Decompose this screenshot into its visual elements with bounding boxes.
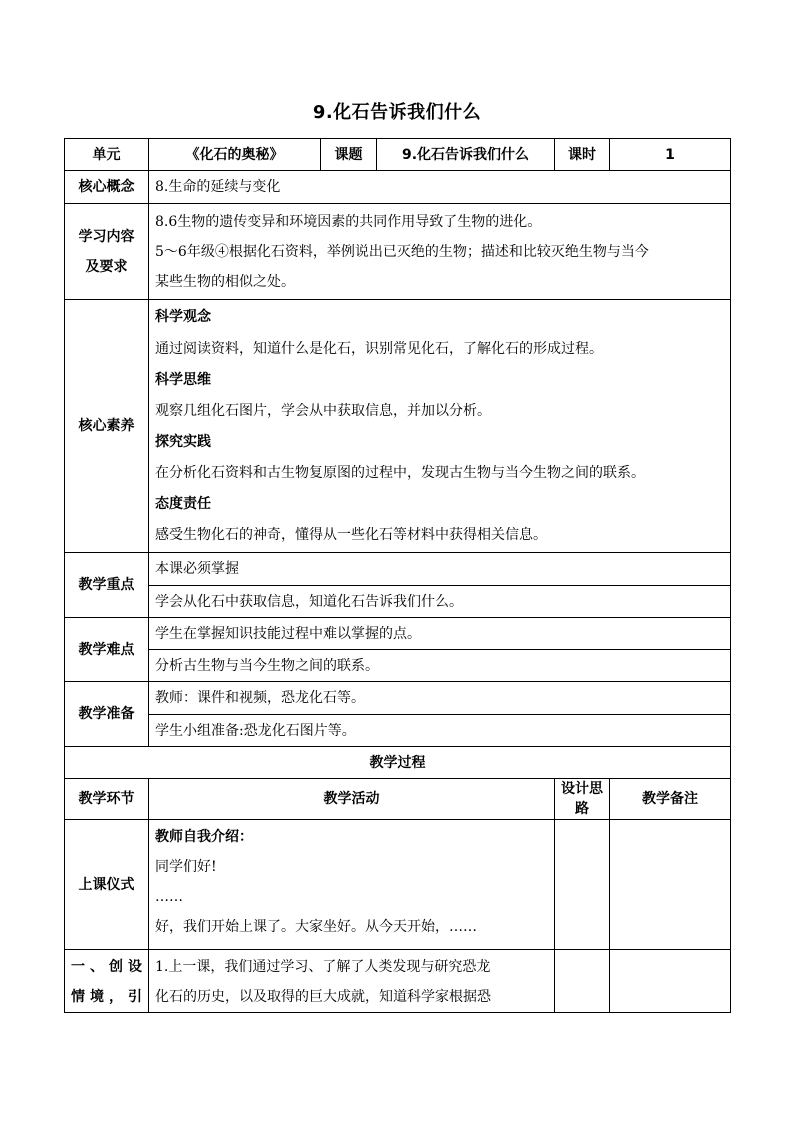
literacy-item: [155, 428, 724, 490]
process-row: [65, 820, 731, 950]
period-value: 1: [610, 139, 731, 171]
process-title: 教学过程: [65, 747, 731, 779]
literacy-row: [65, 300, 731, 553]
process-row: [65, 950, 731, 1013]
literacy-item: [155, 366, 724, 428]
col-design: 设计思路: [555, 779, 610, 820]
difficult-points-row-1: [65, 618, 731, 650]
learning-label-line1: 学习内容: [78, 228, 135, 245]
activity-line: 同学们好!: [155, 859, 217, 875]
process-activity: [149, 950, 555, 1013]
learning-line2: 5～6年级④根据化石资料，举例说出已灭绝的生物；描述和比较灭绝生物与当今: [155, 244, 649, 260]
learning-line3: 某些生物的相似之处。: [155, 274, 295, 290]
page-title: 9.化石告诉我们什么: [312, 102, 482, 123]
preparation-row-2: [65, 715, 731, 747]
literacy-heading: 态度责任: [155, 496, 211, 512]
unit-value: 《化石的奥秘》: [149, 139, 321, 171]
preparation-line1: 教师：课件和视频，恐龙化石等。: [149, 682, 731, 715]
preparation-row-1: [65, 682, 731, 715]
learning-label-line2: 及要求: [85, 258, 128, 275]
activity-line: 1.上一课，我们通过学习、了解了人类发现与研究恐龙: [155, 959, 491, 975]
literacy-text: 感受生物化石的神奇，懂得从一些化石等材料中获得相关信息。: [155, 527, 547, 543]
activity-heading: 教师自我介绍：: [155, 829, 253, 845]
core-concept-row: [65, 171, 731, 204]
stage-line: 情境，引: [71, 989, 142, 1005]
difficult-points-line2: 分析古生物与当今生物之间的联系。: [149, 650, 731, 682]
process-design: [555, 820, 610, 950]
process-stage: 上课仪式: [65, 820, 149, 950]
core-concept-value: 8.生命的延续与变化: [149, 171, 731, 204]
literacy-heading: 科学思维: [155, 372, 211, 388]
key-points-label: 教学重点: [65, 553, 149, 618]
topic-label: 课题: [321, 139, 377, 171]
process-activity: [149, 820, 555, 950]
literacy-heading: 科学观念: [155, 309, 211, 325]
learning-label: [65, 204, 149, 300]
learning-content: [149, 204, 731, 300]
preparation-line2: 学生小组准备:恐龙化石图片等。: [149, 715, 731, 747]
unit-label: 单元: [65, 139, 149, 171]
difficult-points-row-2: [65, 650, 731, 682]
activity-line: 好，我们开始上课了。大家坐好。从今天开始，……: [155, 919, 477, 935]
learning-line1: 8.6生物的遗传变异和环境因素的共同作用导致了生物的进化。: [155, 214, 542, 230]
literacy-text: 观察几组化石图片，学会从中获取信息，并加以分析。: [155, 403, 491, 419]
stage-line: 一、创设: [71, 959, 142, 975]
activity-line: 化石的历史，以及取得的巨大成就，知道科学家根据恐: [155, 989, 491, 1005]
core-concept-label: 核心概念: [65, 171, 149, 204]
process-header-row: [65, 779, 731, 820]
col-notes: 教学备注: [610, 779, 731, 820]
topic-value: 9.化石告诉我们什么: [377, 139, 555, 171]
activity-line: ……: [155, 889, 183, 905]
difficult-points-line1: 学生在掌握知识技能过程中难以掌握的点。: [149, 618, 731, 650]
lesson-plan-table: [64, 138, 731, 1013]
literacy-text: 在分析化石资料和古生物复原图的过程中，发现古生物与当今生物之间的联系。: [155, 465, 645, 481]
period-label: 课时: [555, 139, 610, 171]
literacy-item: [155, 490, 724, 552]
process-title-row: [65, 747, 731, 779]
literacy-text: 通过阅读资料，知道什么是化石，识别常见化石，了解化石的形成过程。: [155, 341, 603, 357]
process-notes: [610, 820, 731, 950]
literacy-content: [149, 300, 731, 553]
key-points-row-1: [65, 553, 731, 586]
header-row: [65, 139, 731, 171]
key-points-row-2: [65, 586, 731, 618]
key-points-line2: 学会从化石中获取信息，知道化石告诉我们什么。: [149, 586, 731, 618]
literacy-heading: 探究实践: [155, 434, 211, 450]
col-stage: 教学环节: [65, 779, 149, 820]
process-stage: [65, 950, 149, 1013]
literacy-label: 核心素养: [65, 300, 149, 553]
learning-row: [65, 204, 731, 300]
literacy-item: [155, 302, 724, 366]
preparation-label: 教学准备: [65, 682, 149, 747]
process-design: [555, 950, 610, 1013]
process-notes: [610, 950, 731, 1013]
key-points-line1: 本课必须掌握: [149, 553, 731, 586]
col-activity: 教学活动: [149, 779, 555, 820]
difficult-points-label: 教学难点: [65, 618, 149, 682]
